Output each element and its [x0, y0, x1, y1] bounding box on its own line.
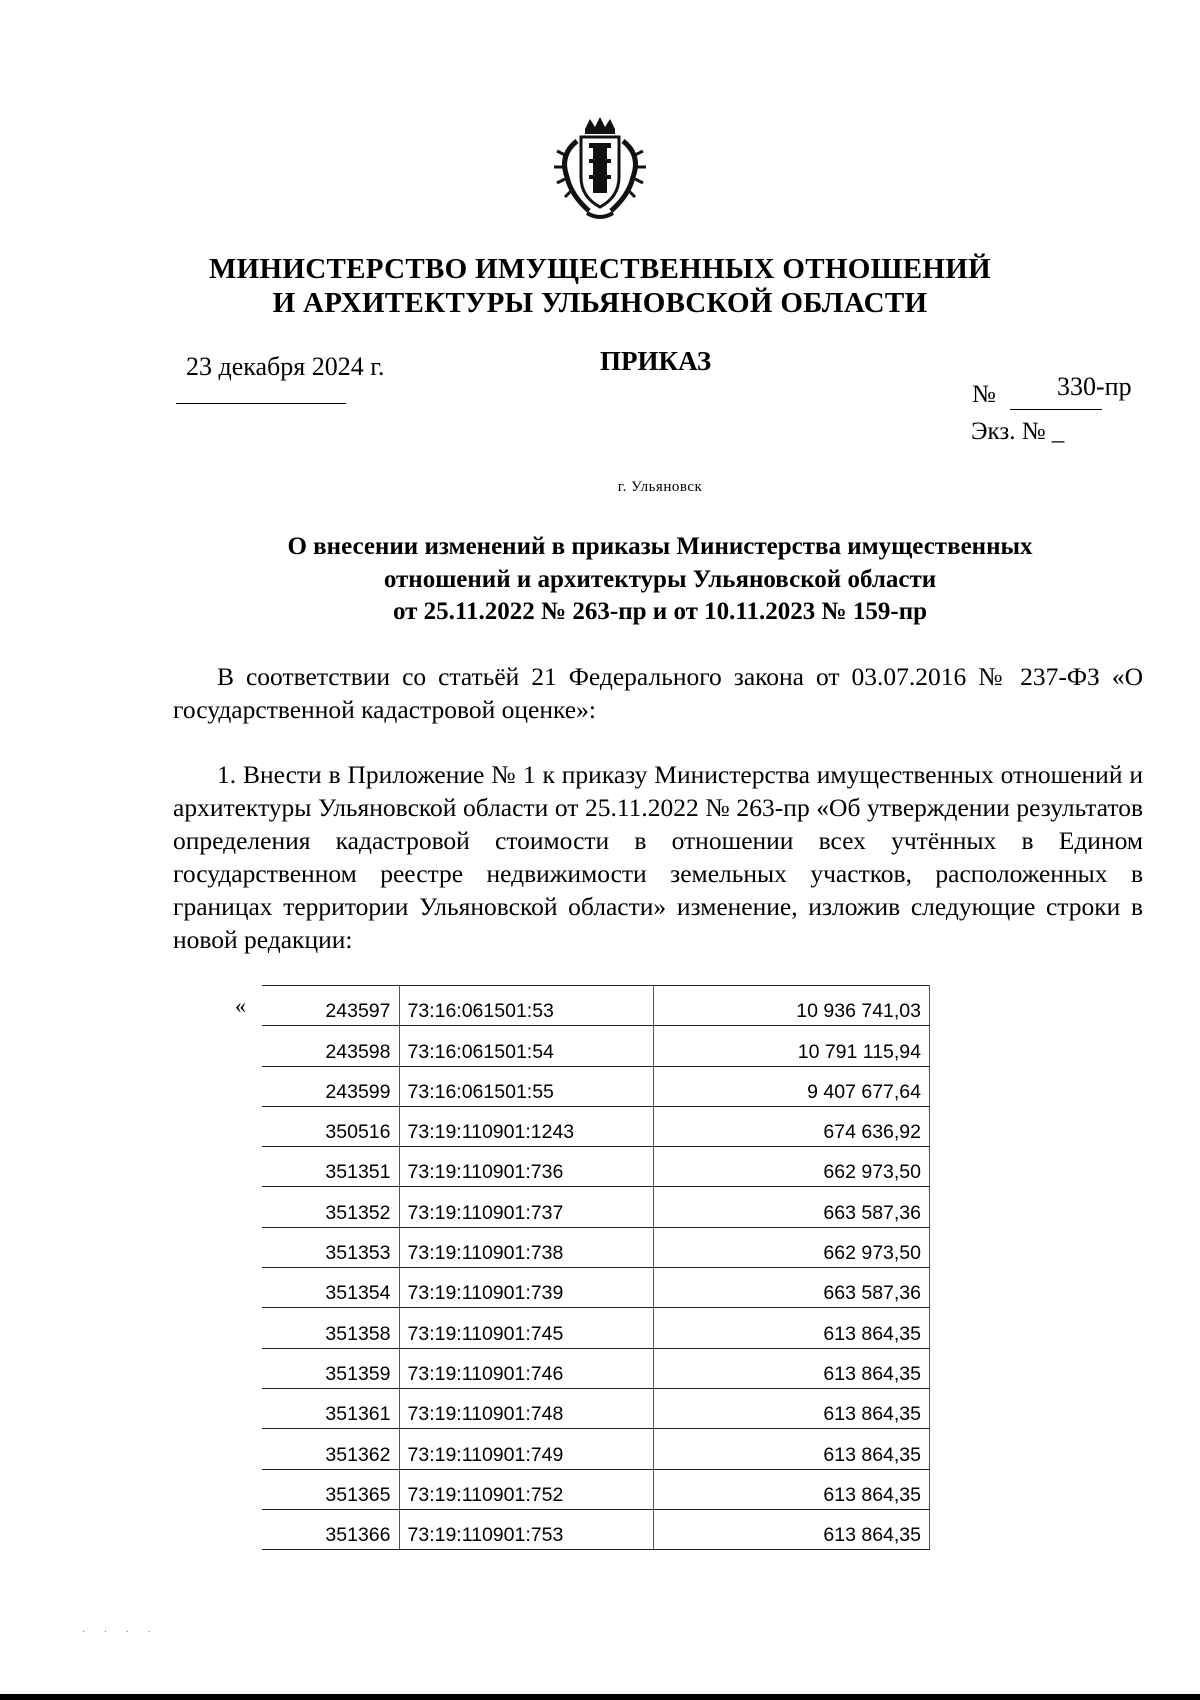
cadastral-number-cell: 73:16:061501:54: [399, 1026, 653, 1066]
cadastral-number-cell: 73:19:110901:749: [399, 1429, 653, 1469]
cadastral-value-cell: 613 864,35: [653, 1469, 930, 1509]
table-row: [262, 1227, 930, 1267]
table-row: [262, 1187, 930, 1227]
cadastral-number-cell: 73:19:110901:737: [399, 1187, 653, 1227]
cadastral-value-cell: 613 864,35: [653, 1348, 930, 1388]
cadastral-value-cell: 662 973,50: [653, 1147, 930, 1187]
row-number-cell: 243599: [262, 1066, 399, 1106]
table-row: [262, 1268, 930, 1308]
table-row: [262, 1106, 930, 1146]
cadastral-value-cell: 613 864,35: [653, 1429, 930, 1469]
cadastral-value-cell: 663 587,36: [653, 1268, 930, 1308]
cadastral-value-cell: 613 864,35: [653, 1308, 930, 1348]
table-row: [262, 1388, 930, 1428]
row-number-cell: 243597: [262, 986, 399, 1026]
row-number-cell: 351359: [262, 1348, 399, 1388]
cadastral-value-cell: 613 864,35: [653, 1388, 930, 1428]
scan-border: [0, 1694, 1200, 1700]
table-row: [262, 1509, 930, 1549]
city: г. Ульяновск: [617, 479, 703, 495]
number-sign: №: [972, 381, 996, 408]
cadastral-value-cell: 10 936 741,03: [653, 986, 930, 1026]
table-row: [262, 1348, 930, 1388]
number-underline: [1010, 409, 1102, 410]
scan-artifact: · · · ·: [82, 1627, 159, 1638]
cadastral-value-cell: 10 791 115,94: [653, 1026, 930, 1066]
table-row: [262, 986, 930, 1026]
table-row: [262, 1469, 930, 1509]
cadastral-number-cell: 73:19:110901:736: [399, 1147, 653, 1187]
order-title-line3: от 25.11.2022 № 263-пр и от 10.11.2023 № 159-пр: [392, 598, 928, 625]
row-number-cell: 350516: [262, 1106, 399, 1146]
row-number-cell: 351365: [262, 1469, 399, 1509]
cadastral-number-cell: 73:19:110901:748: [399, 1388, 653, 1428]
row-number-cell: 351362: [262, 1429, 399, 1469]
date-underline: [176, 403, 346, 404]
row-number-cell: 243598: [262, 1026, 399, 1066]
ministry-name-line1: МИНИСТЕРСТВО ИМУЩЕСТВЕННЫХ ОТНОШЕНИЙ: [208, 253, 991, 285]
cadastral-number-cell: 73:19:110901:739: [399, 1268, 653, 1308]
row-number-cell: 351351: [262, 1147, 399, 1187]
order-title-line2: отношений и архитектуры Ульяновской области: [383, 566, 937, 593]
cadastral-number-cell: 73:16:061501:55: [399, 1066, 653, 1106]
cadastral-value-cell: 663 587,36: [653, 1187, 930, 1227]
row-number-cell: 351361: [262, 1388, 399, 1428]
row-number-cell: 351353: [262, 1227, 399, 1267]
row-number-cell: 351352: [262, 1187, 399, 1227]
ministry-name-line2: И АРХИТЕКТУРЫ УЛЬЯНОВСКОЙ ОБЛАСТИ: [272, 287, 928, 319]
cadastral-number-cell: 73:19:110901:1243: [399, 1106, 653, 1146]
open-quote: «: [235, 993, 246, 1018]
preamble-paragraph: В соответствии со статьёй 21 Федерального закона от 03.07.2016 № 237-ФЗ «О государственной кадастровой оценке»:: [173, 662, 1143, 724]
cadastral-number-cell: 73:19:110901:746: [399, 1348, 653, 1388]
table-row: [262, 1147, 930, 1187]
document-type: ПРИКАЗ: [600, 346, 712, 376]
cadastral-number-cell: 73:19:110901:752: [399, 1469, 653, 1509]
copy-number-label: Экз. № _: [971, 418, 1065, 445]
cadastral-number-cell: 73:19:110901:753: [399, 1509, 653, 1549]
cadastral-value-cell: 613 864,35: [653, 1509, 930, 1549]
table-row: [262, 1066, 930, 1106]
row-number-cell: 351354: [262, 1268, 399, 1308]
table-row: [262, 1026, 930, 1066]
order-number: 330-пр: [1057, 372, 1132, 401]
cadastral-number-cell: 73:19:110901:738: [399, 1227, 653, 1267]
cadastral-number-cell: 73:19:110901:745: [399, 1308, 653, 1348]
cadastral-value-cell: 674 636,92: [653, 1106, 930, 1146]
coat-of-arms-icon: [545, 115, 655, 225]
table-row: [262, 1429, 930, 1469]
cadastral-table: [262, 985, 930, 1550]
order-date: 23 декабря 2024 г.: [186, 352, 385, 381]
cadastral-value-cell: 662 973,50: [653, 1227, 930, 1267]
clause-1-paragraph: 1. Внести в Приложение № 1 к приказу Министерства имущественных отношений и архитектуры Ульяновской области от 25.11.2022 № 263-пр «Об утверждении результатов определения кадастровой стоимости в отношении всех учтённых в Едином государственном реестре недвижимости земельных участков, расположенных в границах территории Ульяновской области» изменение, изложив следующие строки в новой редакции:: [173, 760, 1143, 954]
order-title-line1: О внесении изменений в приказы Министерства имущественных: [287, 533, 1033, 560]
cadastral-number-cell: 73:16:061501:53: [399, 986, 653, 1026]
cadastral-value-cell: 9 407 677,64: [653, 1066, 930, 1106]
row-number-cell: 351358: [262, 1308, 399, 1348]
table-row: [262, 1308, 930, 1348]
row-number-cell: 351366: [262, 1509, 399, 1549]
